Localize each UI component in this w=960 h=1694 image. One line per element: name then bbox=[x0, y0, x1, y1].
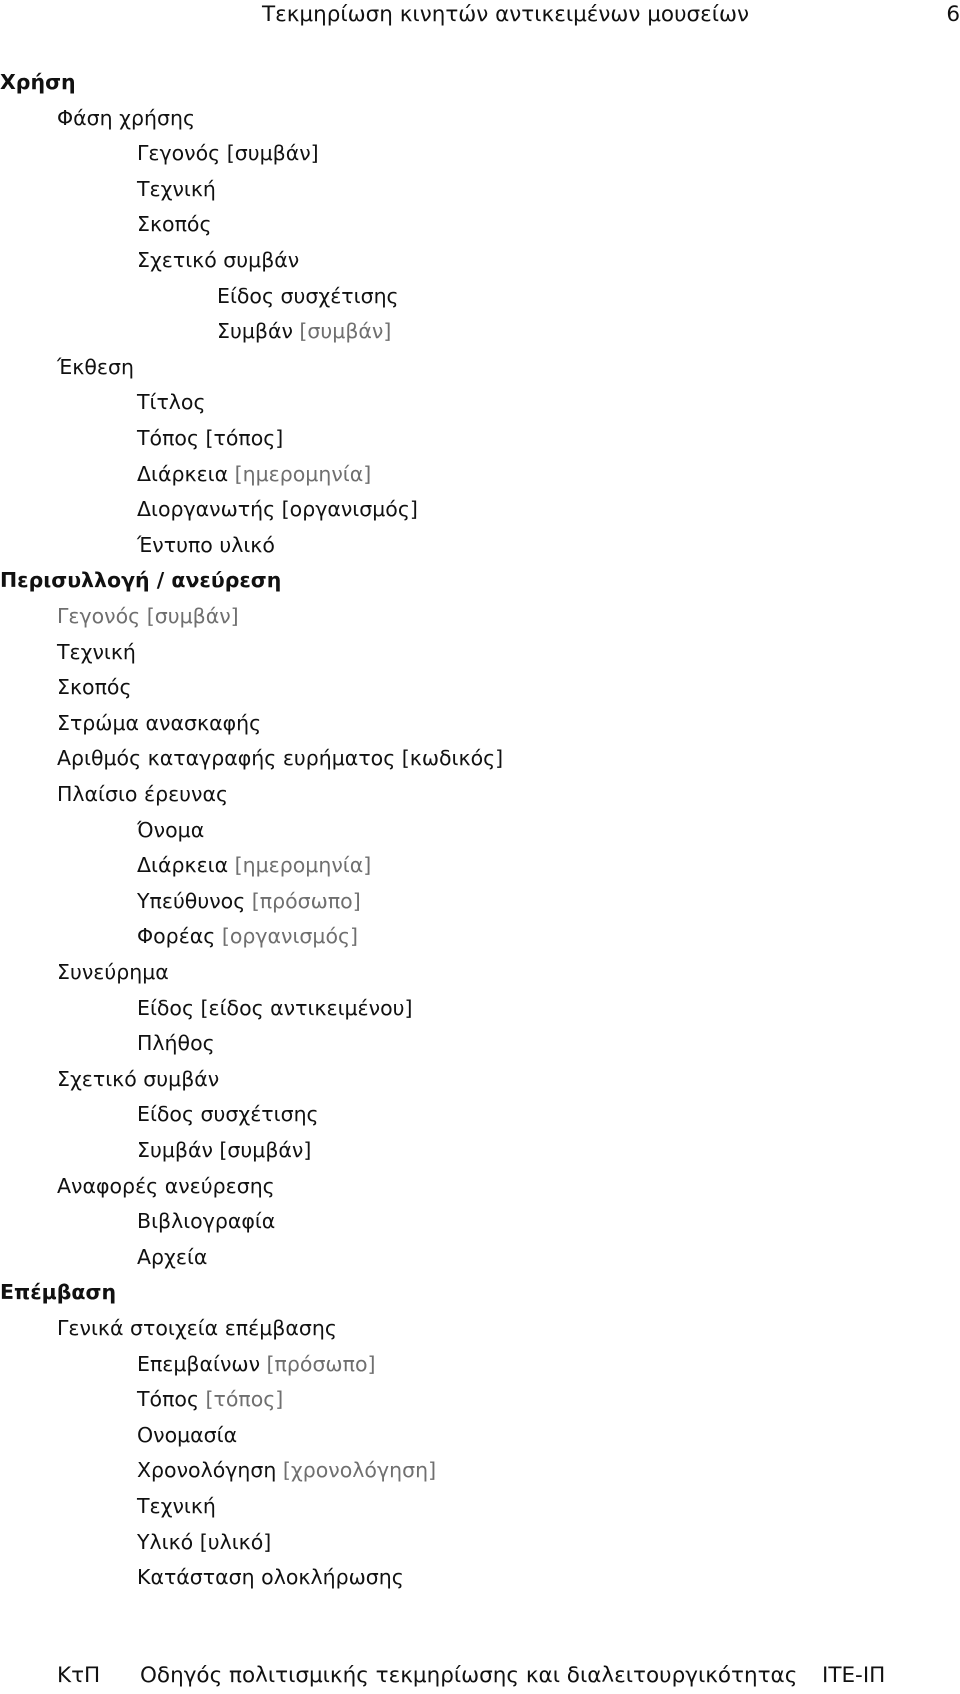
field-entry bbox=[57, 673, 132, 701]
entry-text: Κατάσταση ολοκλήρωσης bbox=[137, 1565, 404, 1590]
field-entry bbox=[137, 1528, 271, 1556]
field-entry bbox=[137, 1421, 237, 1449]
page-footer bbox=[0, 1662, 960, 1692]
field-entry bbox=[57, 1172, 275, 1200]
field-entry bbox=[57, 780, 228, 808]
entry-qualifier: [πρόσωπο] bbox=[266, 1351, 376, 1376]
entry-text: Χρήση bbox=[0, 70, 76, 94]
field-entry bbox=[137, 388, 206, 416]
field-entry bbox=[137, 816, 204, 844]
field-entry bbox=[137, 210, 212, 238]
header-title: Τεκμηρίωση κινητών αντικειμένων μουσείων bbox=[262, 2, 750, 27]
section-heading bbox=[0, 68, 76, 96]
entry-text: Φάση χρήσης bbox=[57, 105, 196, 130]
entry-text: Είδος συσχέτισης bbox=[137, 1102, 319, 1127]
entry-text: Γενικά στοιχεία επέμβασης bbox=[57, 1316, 337, 1340]
field-entry bbox=[137, 1100, 319, 1128]
field-entry bbox=[137, 175, 216, 203]
entry-text: Αναφορές ανεύρεσης bbox=[57, 1173, 275, 1198]
entry-text: Επέμβαση bbox=[0, 1280, 117, 1305]
entry-text: Υπεύθυνος bbox=[137, 888, 252, 913]
entry-text: Διάρκεια bbox=[137, 853, 235, 878]
entry-text: Τόπος [τόπος] bbox=[137, 426, 284, 450]
entry-qualifier: [ημερομηνία] bbox=[234, 461, 372, 486]
field-entry bbox=[137, 1456, 436, 1484]
entry-text: Σκοπός bbox=[137, 212, 212, 237]
entry-qualifier: Γεγονός [συμβάν] bbox=[57, 604, 239, 628]
footer-left: ΚτΠ bbox=[57, 1663, 101, 1688]
entry-text: Τίτλος bbox=[137, 390, 206, 415]
field-entry bbox=[57, 744, 503, 772]
field-entry bbox=[137, 1385, 283, 1413]
entry-qualifier: [χρονολόγηση] bbox=[282, 1458, 437, 1483]
entry-text: Τεχνική bbox=[137, 1494, 216, 1518]
page-header bbox=[0, 0, 960, 34]
entry-text: Όνομα bbox=[137, 817, 205, 842]
field-entry bbox=[137, 1207, 275, 1235]
field-entry bbox=[137, 1029, 215, 1057]
entry-qualifier: [ημερομηνία] bbox=[234, 853, 372, 878]
field-entry bbox=[137, 1563, 404, 1591]
field-entry bbox=[137, 922, 358, 950]
entry-text: Επεμβαίνων bbox=[137, 1351, 267, 1376]
page-number: 6 bbox=[946, 2, 960, 27]
entry-text: Σχετικό συμβάν bbox=[137, 248, 300, 272]
entry-text: Έκθεση bbox=[57, 354, 134, 379]
field-entry bbox=[137, 460, 371, 488]
entry-text: Είδος συσχέτισης bbox=[217, 283, 399, 308]
entry-text: Σκοπός bbox=[57, 675, 132, 700]
field-entry bbox=[137, 139, 319, 167]
entry-text: Βιβλιογραφία bbox=[137, 1209, 276, 1234]
entry-text: Γεγονός [συμβάν] bbox=[137, 141, 319, 166]
entry-text: Συνεύρημα bbox=[57, 960, 169, 984]
field-entry bbox=[217, 282, 399, 310]
entry-text: Έντυπο υλικό bbox=[137, 532, 275, 557]
field-entry bbox=[57, 1065, 219, 1093]
entry-text: Τόπος bbox=[137, 1387, 206, 1412]
section-heading bbox=[0, 566, 281, 594]
entry-text: Πλήθος bbox=[137, 1031, 215, 1056]
entry-text: Συμβάν [συμβάν] bbox=[137, 1138, 312, 1162]
section-heading bbox=[0, 1278, 116, 1306]
entry-qualifier: [οργανισμός] bbox=[221, 924, 359, 949]
field-entry bbox=[137, 1492, 216, 1520]
field-entry bbox=[137, 1136, 311, 1164]
field-entry bbox=[137, 1243, 207, 1271]
field-entry bbox=[137, 531, 275, 559]
entry-text: Είδος [είδος αντικειμένου] bbox=[137, 995, 413, 1020]
field-entry bbox=[137, 424, 283, 452]
field-entry bbox=[137, 495, 418, 523]
entry-text: Υλικό [υλικό] bbox=[137, 1529, 272, 1554]
entry-text: Πλαίσιο έρευνας bbox=[57, 782, 229, 806]
entry-text: Περισυλλογή / ανεύρεση bbox=[0, 568, 282, 593]
field-entry bbox=[137, 246, 299, 274]
entry-text: Συμβάν bbox=[217, 319, 300, 344]
entry-text: Τεχνική bbox=[137, 176, 216, 201]
entry-text: Διάρκεια bbox=[137, 461, 235, 486]
field-entry bbox=[137, 851, 371, 879]
entry-text: Τεχνική bbox=[57, 639, 136, 664]
footer-right: ΙΤΕ-ΙΠ bbox=[822, 1663, 886, 1688]
entry-text: Ονομασία bbox=[137, 1422, 238, 1447]
field-entry bbox=[57, 602, 239, 630]
entry-text: Σχετικό συμβάν bbox=[57, 1066, 220, 1091]
field-entry bbox=[57, 958, 169, 986]
field-entry bbox=[137, 1350, 375, 1378]
field-entry bbox=[57, 1314, 337, 1342]
field-entry bbox=[137, 994, 413, 1022]
field-entry bbox=[57, 353, 134, 381]
entry-text: Χρονολόγηση bbox=[137, 1458, 283, 1483]
field-entry bbox=[137, 887, 361, 915]
field-entry bbox=[57, 638, 136, 666]
entry-text: Αρχεία bbox=[137, 1244, 208, 1269]
footer-center: Οδηγός πολιτισμικής τεκμηρίωσης και διαλειτουργικότητας bbox=[140, 1663, 798, 1688]
field-entry bbox=[57, 709, 261, 737]
entry-text: Διοργανωτής [οργανισμός] bbox=[137, 497, 418, 522]
entry-text: Αριθμός καταγραφής ευρήματος [κωδικός] bbox=[57, 746, 504, 771]
field-entry bbox=[217, 317, 391, 345]
field-entry bbox=[57, 104, 195, 132]
entry-text: Φορέας bbox=[137, 924, 222, 949]
entry-qualifier: [τόπος] bbox=[205, 1387, 284, 1412]
entry-text: Στρώμα ανασκαφής bbox=[57, 710, 262, 735]
entry-qualifier: [πρόσωπο] bbox=[251, 888, 361, 913]
entry-qualifier: [συμβάν] bbox=[299, 319, 392, 344]
